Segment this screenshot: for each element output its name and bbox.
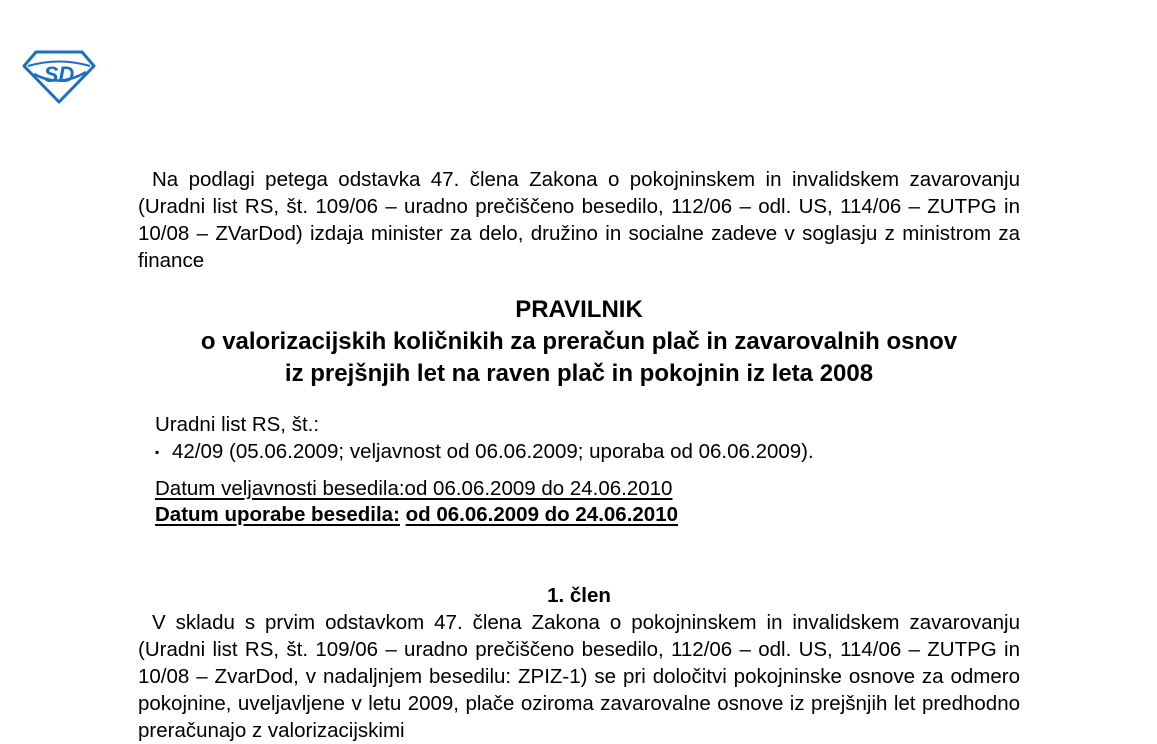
validity-date-value: od 06.06.2009 do 24.06.2010 [404,477,673,500]
use-date-label: Datum uporabe besedila: [155,503,400,526]
title-heading: PRAVILNIK [515,296,643,323]
use-date-line [155,502,1020,528]
title-line-1: o valorizacijskih količnikih za preračun plač in zavarovalnih osnov [200,328,958,355]
sd-shield-icon [22,48,96,104]
gazette-entry-text: 42/09 (05.06.2009; veljavnost od 06.06.2009; uporaba od 06.06.2009). [172,440,814,463]
validity-date-line [155,476,1020,502]
use-date-value: od 06.06.2009 do 24.06.2010 [405,503,679,526]
validity-date-label: Datum veljavnosti besedila: [155,477,405,500]
title-line-2: iz prejšnjih let na raven plač in pokojnin iz leta 2008 [284,360,874,387]
publisher-logo [22,48,96,104]
bullet-square-icon: ▪ [155,445,160,459]
logo-letters: SD [43,62,75,87]
article-1-heading: 1. člen [547,584,611,607]
article-1-text: V skladu s prvim odstavkom 47. člena Zakona o pokojninskem in invalidskem zavarovanju (Uradni list RS, št. 109/06 – uradno prečiščeno besedilo, 112/06 – odl. US, 114/06 – ZUTPG in 10/08 – ZvarDod, v nadaljnjem besedilu: ZPIZ-1) se pri določitvi pokojninske osnove za odmero pokojnine, uveljavljene v letu 2009, plače oziroma zavarovalne osnove iz prejšnjih let predhodno preračunajo z valorizacijskimi [138,611,1020,742]
document-body [138,166,1020,744]
validity-block [138,476,1020,528]
preamble-paragraph: Na podlagi petega odstavka 47. člena Zakona o pokojninskem in invalidskem zavarovanju (Uradni list RS, št. 109/06 – uradno prečiščeno besedilo, 112/06 – odl. US, 114/06 – ZUTPG in 10/08 – ZVarDod) izdaja minister za delo, družino in socialne zadeve v soglasju z ministrom za finance [138,168,1020,272]
gazette-label: Uradni list RS, št.: [155,413,320,436]
regulation-title [138,294,1020,390]
gazette-entry [155,438,1020,466]
official-gazette-block [138,411,1020,466]
